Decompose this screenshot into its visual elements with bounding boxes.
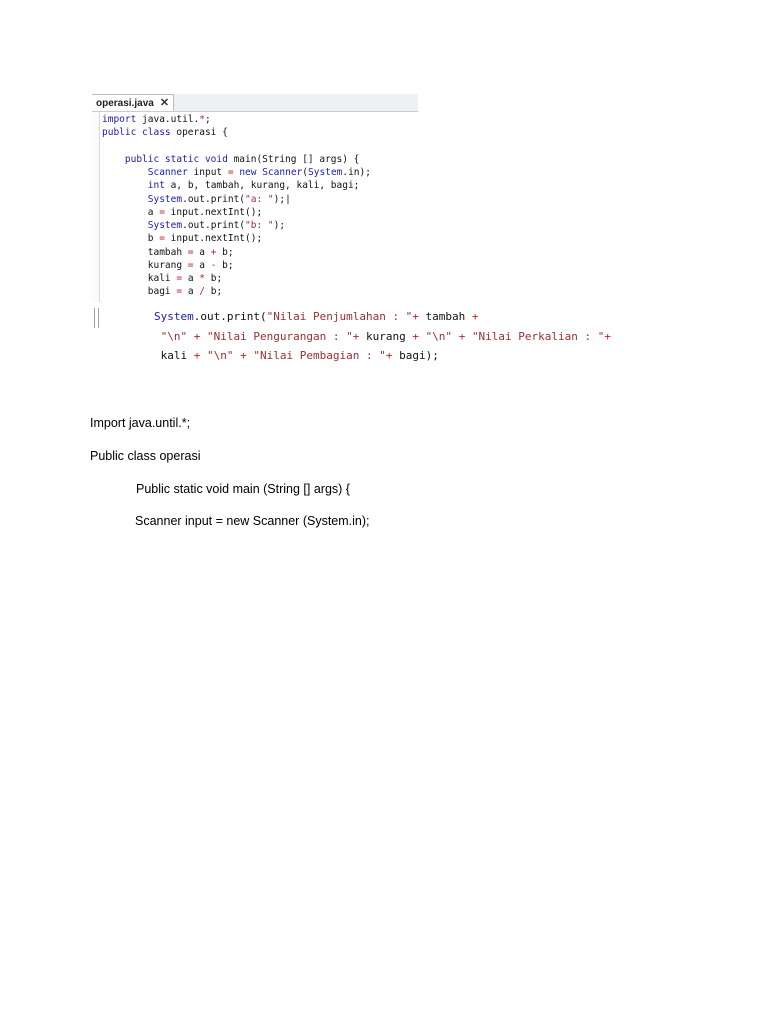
code-token: = — [227, 167, 234, 178]
code-token: = — [187, 246, 194, 258]
code-line — [102, 219, 371, 232]
code-token: a — [182, 286, 200, 298]
code-token: + — [352, 329, 360, 343]
code-line — [154, 307, 611, 327]
code-token: int — [147, 180, 165, 192]
code-token: import — [102, 114, 137, 125]
code-token — [154, 330, 161, 343]
code-token: tambah — [102, 246, 188, 258]
code-token — [102, 154, 125, 165]
code-token — [419, 330, 426, 343]
code-editor-screenshot — [92, 94, 418, 302]
code-token: .out.print( — [182, 193, 246, 205]
code-token — [200, 349, 207, 362]
code-token: a — [102, 206, 160, 218]
code-token: "Nilai Penjumlahan : " — [266, 310, 413, 323]
code-line — [102, 272, 371, 285]
code-token: b; — [205, 273, 223, 284]
code-token: System — [154, 310, 194, 323]
code-token: + — [193, 329, 201, 343]
code-token: "Nilai Pengurangan : " — [207, 329, 353, 343]
code-line — [102, 113, 371, 126]
code-token: + — [458, 329, 466, 343]
code-token: b; — [216, 246, 234, 258]
code-token: = — [159, 206, 165, 218]
code-token: + — [240, 349, 247, 362]
code-token: main(String [] args) { — [227, 153, 360, 165]
code-token: kurang — [359, 329, 413, 343]
code-token: "b: " — [245, 220, 274, 231]
code-token: a, b, tambah, kurang, kali, bagi; — [164, 180, 360, 192]
tab-operasi-java[interactable] — [92, 94, 174, 111]
code-token: .out.print( — [182, 220, 246, 231]
code-token — [187, 330, 194, 343]
code-line — [102, 246, 371, 259]
code-token: kurang — [102, 259, 188, 271]
code-token: + — [412, 329, 419, 343]
code-token: input.nextInt(); — [164, 206, 263, 218]
code-line — [154, 327, 611, 347]
code-token: kali — [154, 349, 194, 362]
code-token: / — [199, 286, 205, 298]
code-line — [102, 126, 371, 139]
code-token: "a: " — [245, 193, 274, 205]
code-token: "Nilai Pembagian : " — [253, 349, 386, 362]
code-token: ( — [302, 167, 309, 178]
code-token — [102, 220, 148, 231]
code-token: .in); — [342, 167, 371, 178]
code-token: bagi); — [392, 349, 439, 362]
code-line — [102, 193, 371, 206]
code-line — [154, 346, 611, 366]
code-token — [102, 194, 148, 205]
doc-line-main: Public static void main (String [] args) { — [136, 482, 350, 496]
code-token: + — [471, 310, 479, 323]
code-token: = — [176, 286, 183, 298]
code-token: System — [308, 167, 343, 178]
code-token: kali — [102, 273, 177, 284]
code-token — [452, 330, 459, 343]
code-line — [102, 285, 371, 298]
code-token: public static void — [124, 153, 228, 165]
code-token: = — [187, 259, 194, 271]
code-line — [102, 140, 371, 153]
code-token: tambah — [418, 310, 472, 323]
code-token: a — [193, 259, 211, 271]
doc-line-class: Public class operasi — [90, 449, 201, 463]
doc-line-scanner: Scanner input = new Scanner (System.in); — [135, 514, 370, 528]
code-token: new — [239, 167, 257, 178]
code-continuation-screenshot — [92, 306, 692, 368]
editor-gutter — [92, 112, 100, 302]
code-token: "Nilai Perkalian : " — [471, 329, 605, 343]
code-token: ); — [273, 220, 286, 231]
code-token: input — [187, 167, 228, 178]
code-token: ; — [204, 114, 211, 125]
code-token: = — [159, 233, 165, 245]
code-line — [102, 232, 371, 245]
code-token: System — [147, 193, 183, 205]
code-token: java.util. — [136, 114, 200, 125]
editor-margin-marker — [94, 308, 99, 328]
code-token: - — [210, 259, 217, 271]
editor-tab-bar — [92, 94, 418, 112]
code-token: * — [199, 114, 205, 125]
code-line — [102, 259, 371, 272]
code-block-print-statement — [154, 307, 611, 366]
code-line — [102, 206, 371, 219]
code-block — [102, 113, 371, 299]
code-token: bagi — [102, 286, 177, 298]
code-token: operasi { — [170, 127, 228, 139]
code-token: + — [412, 310, 419, 323]
code-token: "\n" — [425, 329, 453, 343]
code-token: b; — [205, 286, 223, 298]
code-token: + — [385, 349, 393, 362]
code-token: "\n" — [160, 329, 188, 343]
code-token: a — [182, 273, 200, 284]
tab-label: operasi.java — [96, 97, 154, 109]
code-token: b — [102, 233, 160, 245]
code-token — [102, 167, 148, 178]
code-token: a — [193, 246, 211, 258]
code-token: + — [604, 329, 612, 343]
code-token: Scanner — [262, 167, 303, 178]
code-token: b; — [216, 259, 234, 271]
code-token: input.nextInt(); — [164, 233, 263, 245]
doc-line-import: Import java.until.*; — [90, 416, 191, 430]
code-token: + — [210, 246, 217, 258]
code-token: * — [199, 273, 205, 284]
code-line — [102, 166, 371, 179]
code-token — [465, 330, 472, 343]
code-token: Scanner — [147, 167, 188, 178]
code-token: );| — [273, 193, 291, 205]
code-token: public class — [102, 127, 171, 139]
code-line — [102, 179, 371, 192]
close-icon[interactable]: ✕ — [159, 96, 170, 109]
code-token — [200, 330, 207, 343]
code-line — [102, 153, 371, 166]
code-token — [102, 180, 148, 191]
code-token: = — [176, 273, 183, 284]
code-token: System — [147, 220, 183, 231]
code-token: "\n" — [207, 349, 234, 362]
code-token: + — [193, 349, 201, 362]
code-token: .out.print( — [193, 310, 267, 323]
